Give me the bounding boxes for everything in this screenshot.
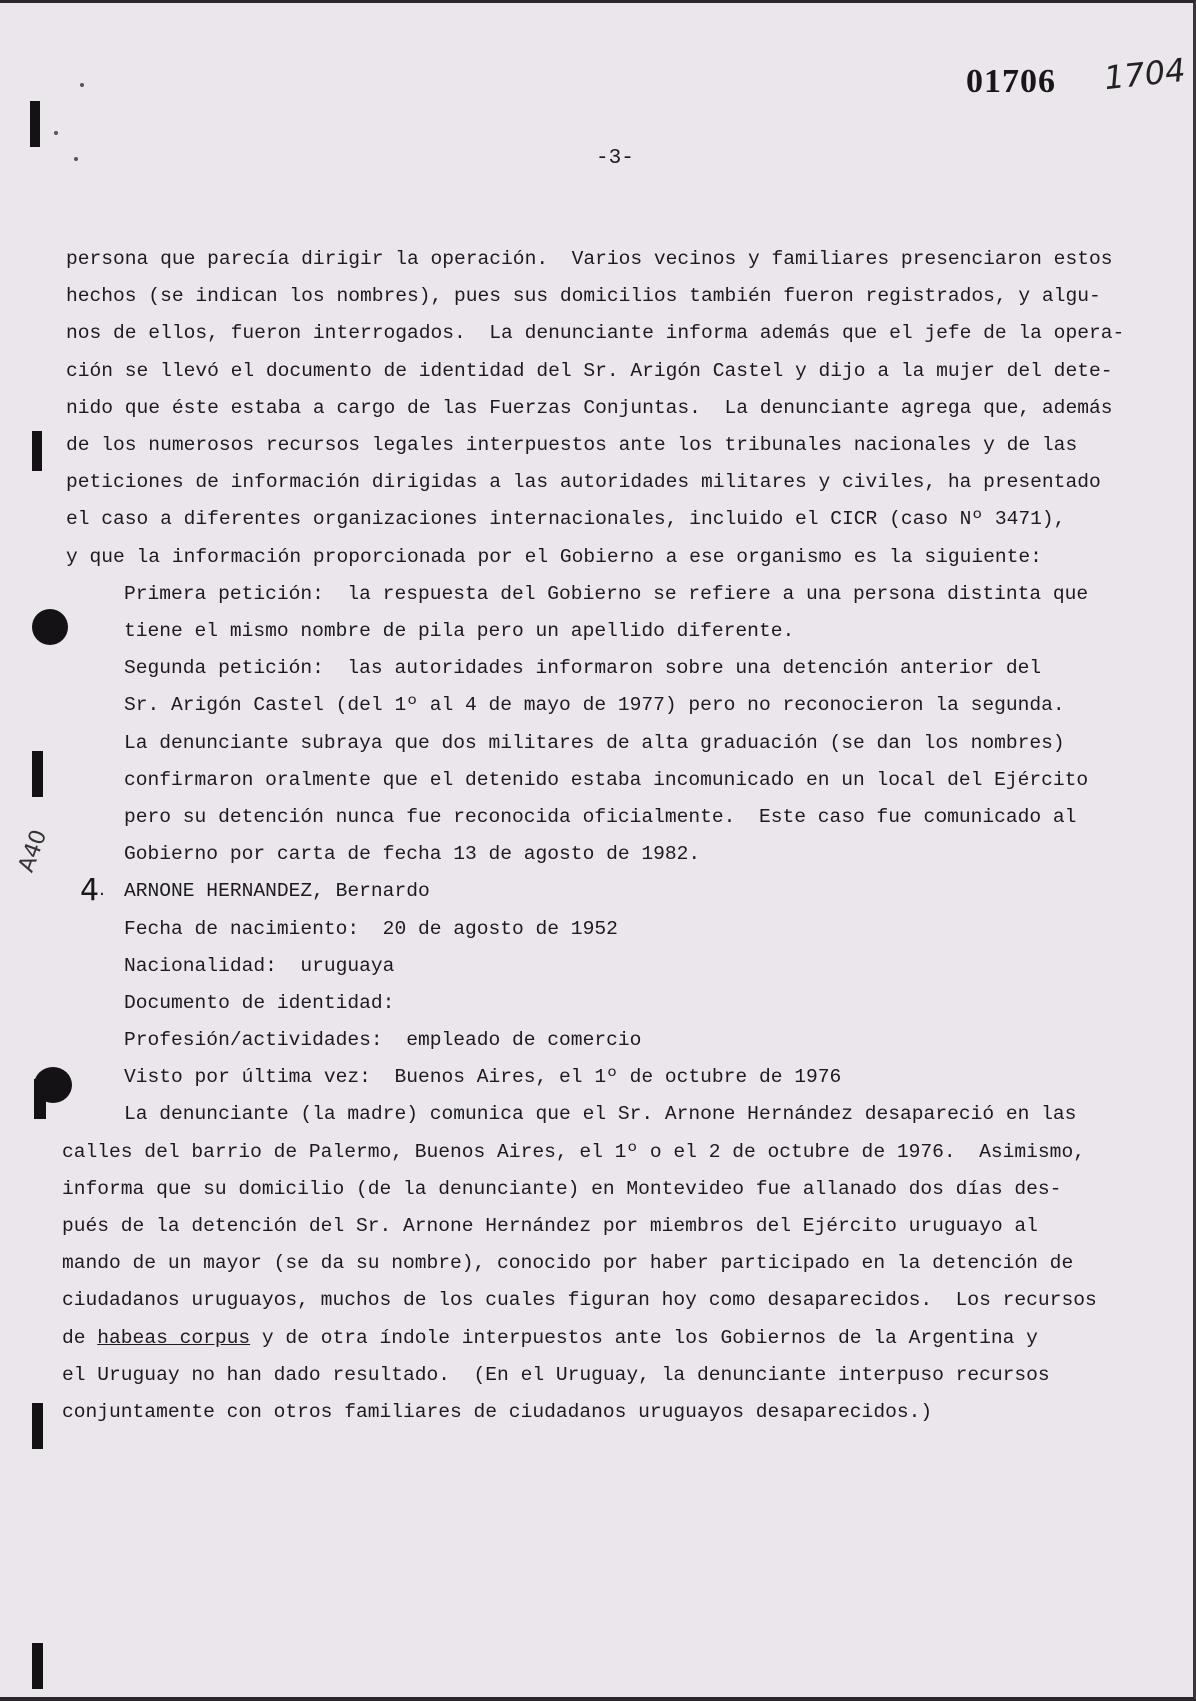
petition-line: Primera petición: la respuesta del Gobierno se refiere a una persona distinta que: [124, 583, 1089, 605]
paragraph1-line: nido que éste estaba a cargo de las Fuerzas Conjuntas. La denunciante agrega que, además: [66, 397, 1113, 419]
petition-line: La denunciante subraya que dos militares de alta graduación (se dan los nombres): [124, 732, 1065, 754]
paragraph1-line: y que la información proporcionada por el Gobierno a ese organismo es la siguiente:: [66, 546, 1042, 568]
paragraph1-line: peticiones de información dirigidas a las autoridades militares y civiles, ha presentado: [66, 471, 1101, 493]
handwritten-margin-note: A40: [14, 826, 53, 876]
narrative-line: calles del barrio de Palermo, Buenos Aires, el 1º o el 2 de octubre de 1976. Asimismo,: [62, 1141, 1085, 1163]
paragraph1-line: el caso a diferentes organizaciones internacionales, incluido el CICR (caso Nº 3471),: [66, 508, 1066, 530]
narrative-line: conjuntamente con otros familiares de ciudadanos uruguayos desaparecidos.): [62, 1401, 933, 1423]
punch-hole-mark: [32, 609, 68, 645]
binder-mark: [34, 1079, 46, 1119]
habeas-suffix: y de otra índole interpuestos ante los Gobiernos de la Argentina y: [250, 1327, 1038, 1349]
case-field: Profesión/actividades: empleado de comercio: [124, 1029, 642, 1051]
binder-mark: [32, 751, 43, 797]
petition-line: confirmaron oralmente que el detenido estaba incomunicado en un local del Ejército: [124, 769, 1089, 791]
paragraph1-line: hechos (se indican los nombres), pues sus domicilios también fueron registrados, y algu-: [66, 285, 1101, 307]
item-number-value: 4: [80, 873, 100, 908]
paragraph1-line: de los numerosos recursos legales interpuestos ante los tribunales nacionales y de las: [66, 434, 1078, 456]
case-field: Fecha de nacimiento: 20 de agosto de 1952: [124, 918, 618, 940]
habeas-corpus-underlined: habeas corpus: [97, 1327, 251, 1349]
case-name: ARNONE HERNANDEZ, Bernardo: [124, 880, 430, 902]
case-field: Nacionalidad: uruguaya: [124, 955, 395, 977]
case-field: Visto por última vez: Buenos Aires, el 1º de octubre de 1976: [124, 1066, 842, 1088]
narrative-line: el Uruguay no han dado resultado. (En el Uruguay, la denunciante interpuso recursos: [62, 1364, 1050, 1386]
petition-line: Segunda petición: las autoridades informaron sobre una detención anterior del: [124, 657, 1042, 679]
paragraph1-line: ción se llevó el documento de identidad del Sr. Arigón Castel y dijo a la mujer del dete-: [66, 360, 1113, 382]
narrative-line: La denunciante (la madre) comunica que el Sr. Arnone Hernández desapareció en las: [124, 1103, 1077, 1125]
narrative-line: ciudadanos uruguayos, muchos de los cuales figuran hoy como desaparecidos. Los recursos: [62, 1289, 1097, 1311]
speck: [80, 83, 84, 87]
item-number: 4·: [80, 873, 105, 908]
narrative-line: mando de un mayor (se da su nombre), conocido por haber participado en la detención de: [62, 1252, 1074, 1274]
habeas-prefix: de: [62, 1327, 98, 1349]
binder-mark: [32, 431, 42, 471]
binder-mark: [32, 1643, 43, 1689]
page-number: -3-: [596, 147, 634, 170]
narrative-line-habeas: [62, 1326, 1038, 1350]
narrative-line: pués de la detención del Sr. Arnone Hernández por miembros del Ejército uruguayo al: [62, 1215, 1038, 1237]
speck: [74, 157, 78, 161]
petition-line: tiene el mismo nombre de pila pero un apellido diferente.: [124, 620, 795, 642]
petition-line: pero su detención nunca fue reconocida oficialmente. Este caso fue comunicado al: [124, 806, 1077, 828]
binder-mark: [30, 101, 40, 147]
paragraph1-line: nos de ellos, fueron interrogados. La denunciante informa además que el jefe de la opera-: [66, 322, 1125, 344]
petition-line: Sr. Arigón Castel (del 1º al 4 de mayo de 1977) pero no reconocieron la segunda.: [124, 694, 1065, 716]
binder-mark: [32, 1403, 43, 1449]
narrative-line: informa que su domicilio (de la denunciante) en Montevideo fue allanado dos días des-: [62, 1178, 1062, 1200]
petition-line: Gobierno por carta de fecha 13 de agosto de 1982.: [124, 843, 701, 865]
handwritten-page-number: 1704: [1102, 50, 1188, 98]
speck: [54, 131, 58, 135]
paragraph1-line: persona que parecía dirigir la operación. Varios vecinos y familiares presenciaron estos: [66, 248, 1113, 270]
document-number: 01706: [966, 63, 1056, 100]
case-field: Documento de identidad:: [124, 992, 395, 1014]
